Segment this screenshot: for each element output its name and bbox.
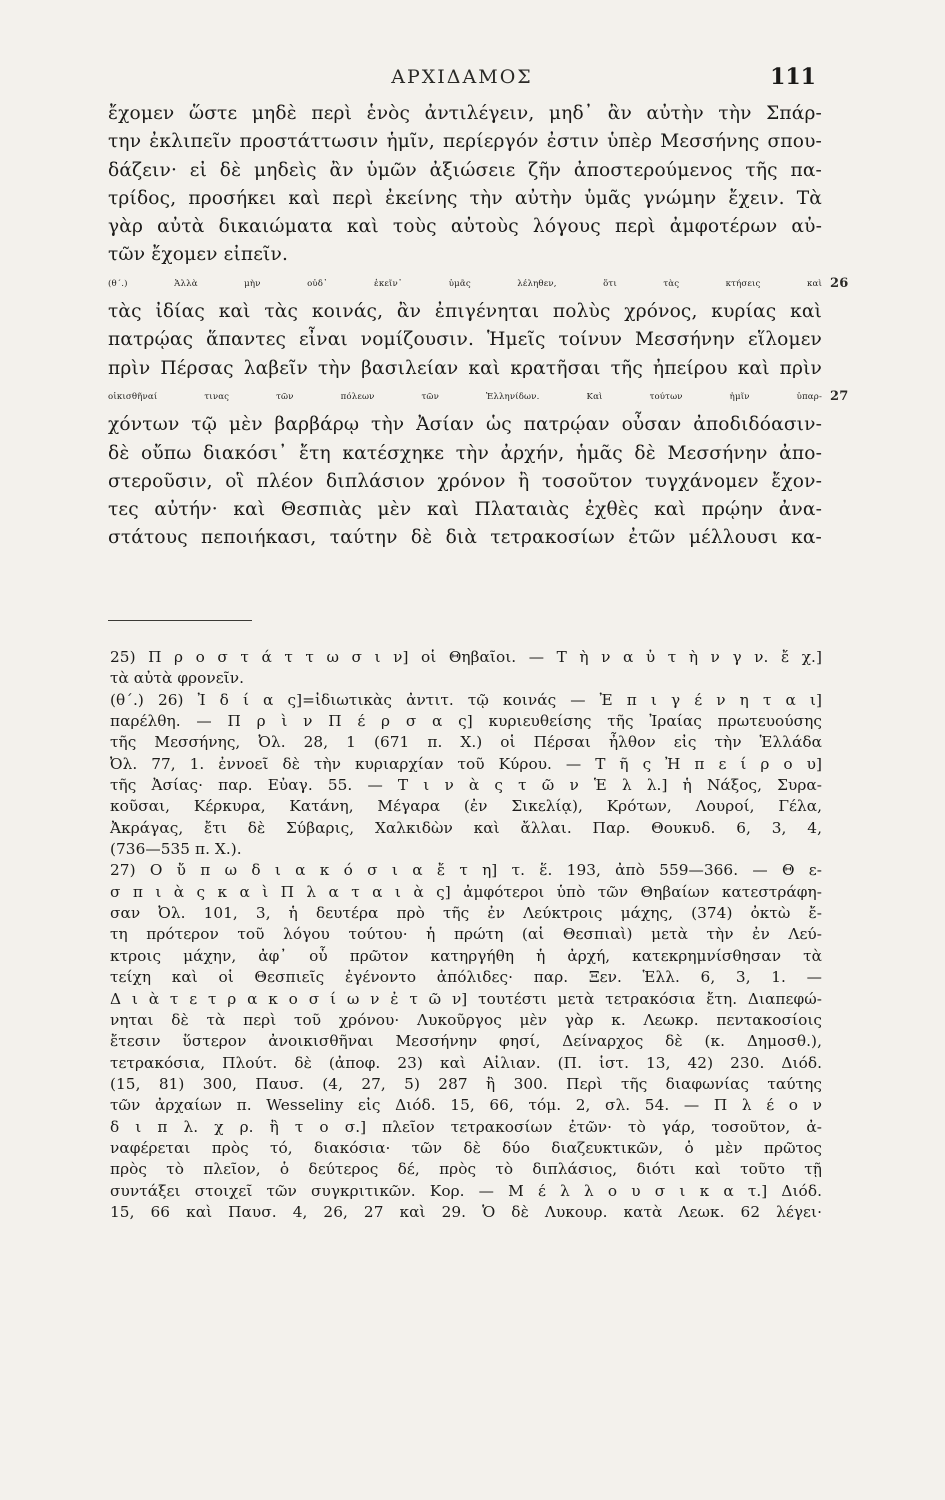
main-text-line: τρίδος, προσήκει καὶ περὶ ἐκείνης τὴν αὐτὴν ὑμᾶς γνώμην ἔχειν. Τὰ (108, 187, 822, 209)
footnote-line: τῶν ἀρχαίων π. Wesseliny εἰς Διόδ. 15, 66, τόμ. 2, σλ. 54. — Π λ έ ο ν (110, 1096, 822, 1115)
footnote-line: κτροις μάχην, ἀφ᾽ οὗ πρῶτον κατηργήθη ἡ ἀρχή, κατεκρημνίσθησαν τὰ (110, 946, 822, 965)
footnote-line: τῆς Μεσσήνης, Ὀλ. 28, 1 (671 π. Χ.) οἱ Πέρσαι ἦλθον εἰς τὴν Ἑλλάδα (110, 733, 822, 752)
footnote-line: (θ΄.) 26) Ἰ δ ί α ς]=ἰδιωτικὰς ἀντιτ. τῷ κοινάς — Ἐ π ι γ έ ν η τ α ι] (110, 690, 822, 709)
section-number: 26 (830, 275, 849, 291)
footnote-line: 15, 66 καὶ Παυσ. 4, 26, 27 καὶ 29. Ὁ δὲ Λυκουρ. κατὰ Λεωκ. 62 λέγει· (110, 1202, 822, 1221)
footnote-line: Ὀλ. 77, 1. ἐννοεῖ δὲ τὴν κυριαρχίαν τοῦ Κύρου. — Τ ῆ ς Ἠ π ε ί ρ ο υ] (110, 754, 822, 773)
footnote-line: τείχη καὶ οἱ Θεσπιεῖς ἐγένοντο ἀπόλιδες· παρ. Ξεν. Ἑλλ. 6, 3, 1. — (110, 968, 822, 987)
main-text-line: την ἐκλιπεῖν προστάττωσιν ἡμῖν, περίεργόν ἐστιν ὑπὲρ Μεσσήνης σπου- (108, 131, 822, 153)
footnote-line: 27) Ο ὔ π ω δ ι α κ ό σ ι α ἔ τ η] τ. ἕ. 193, ἀπὸ 559—366. — Θ ε- (110, 861, 822, 880)
main-text-line: στεροῦσιν, οἳ πλέον διπλάσιον χρόνον ἢ τοσοῦτον τυγχάνομεν ἔχον- (108, 470, 822, 492)
main-text-line: ἔχομεν ὥστε μηδὲ περὶ ἑνὸς ἀντιλέγειν, μηδ᾽ ἂν αὐτὴν τὴν Σπάρ- (108, 103, 822, 124)
footnote-line: ναφέρεται πρὸς τό, διακόσια· τῶν δὲ δύο διαζευκτικῶν, ὁ μὲν πρῶτος (110, 1138, 822, 1157)
running-title: ΑΡΧΙΔΑΜΟΣ (391, 66, 533, 88)
footnotes (110, 647, 822, 1223)
footnote-line: 25) Π ρ ο σ τ ά τ τ ω σ ι ν] οἱ Θηβαῖοι. — Τ ὴ ν α ὐ τ ὴ ν γ ν. ἔ χ.] (110, 648, 822, 666)
footnote-line: (736—535 π. Χ.). (110, 840, 242, 859)
main-text-line: τες αὐτήν· καὶ Θεσπιὰς μὲν καὶ Πλαταιὰς ἐχθὲς καὶ πρῴην ἀνα- (108, 499, 822, 521)
main-text-line: πατρῴας ἅπαντες εἶναι νομίζουσιν. Ἡμεῖς τοίνυν Μεσσήνην εἵλομεν (108, 329, 822, 351)
footnote-line: κοῦσαι, Κέρκυρα, Κατάνη, Μέγαρα (ἐν Σικελίᾳ), Κρότων, Λουροί, Γέλα, (110, 797, 822, 816)
main-text-line: τῶν ἔχομεν εἰπεῖν. (108, 244, 289, 266)
footnote-line: πρὸς τὸ πλεῖον, ὁ δεύτερος δέ, πρὸς τὸ διπλάσιος, διότι καὶ τοῦτο τῇ (110, 1160, 822, 1179)
running-head (108, 66, 816, 92)
main-text-line: χόντων τῷ μὲν βαρβάρῳ τὴν Ἀσίαν ὡς πατρῴαν οὖσαν ἀποδιδόασιν- (108, 414, 822, 436)
main-text-line: δὲ οὔπω διακόσι᾽ ἔτη κατέσχηκε τὴν ἀρχήν, ἡμᾶς δὲ Μεσσήνην ἀπο- (108, 442, 822, 464)
main-text-line: στάτους πεποιήκασι, ταύτην δὲ διὰ τετρακοσίων ἐτῶν μέλλουσι κα- (108, 527, 822, 549)
footnote-line: Ἀκράγας, ἔτι δὲ Σύβαρις, Χαλκιδὼν καὶ ἄλλαι. Παρ. Θουκυδ. 6, 3, 4, (110, 818, 822, 837)
main-text-line: γὰρ αὐτὰ δικαιώματα καὶ τοὺς αὐτοὺς λόγους περὶ ἀμφοτέρων αὐ- (108, 216, 822, 238)
footnote-line: τη πρότερον τοῦ λόγου τούτου· ἡ πρώτη (αἱ Θεσπιαὶ) μετὰ τὴν ἐν Λεύ- (110, 925, 822, 944)
footnote-line: παρέλθη. — Π ρ ὶ ν Π έ ρ σ α ς] κυριευθείσης τῆς Ἰραίας πρωτευούσης (110, 712, 822, 731)
footnote-line: σαν Ὀλ. 101, 3, ἡ δευτέρα πρὸ τῆς ἐν Λεύκτροις μάχης, (374) ὀκτὼ ἔ- (110, 904, 822, 923)
footnote-rule (108, 620, 252, 621)
footnote-line: ἔτεσιν ὕστερον ἀνοικισθῆναι Μεσσήνην φησί, Δείναρχος δὲ (κ. Δημοσθ.), (110, 1032, 822, 1051)
page-number: 111 (770, 64, 816, 90)
section-number: 27 (830, 388, 849, 404)
footnote-line: τετρακόσια, Πλούτ. δὲ (ἀποφ. 23) καὶ Αἰλιαν. (Π. ἱστ. 13, 42) 230. Διόδ. (110, 1053, 822, 1072)
footnote-line: δ ι π λ. χ ρ. ἢ τ ο σ.] πλεῖον τετρακοσίων ἐτῶν· τὸ γάρ, τοσοῦτον, ἀ- (110, 1117, 822, 1136)
main-text-line: τὰς ἰδίας καὶ τὰς κοινάς, ἂν ἐπιγένηται πολὺς χρόνος, κυρίας καὶ (108, 301, 822, 323)
footnote-line: συντάξει στοιχεῖ τῶν συγκριτικῶν. Κορ. — Μ έ λ λ ο υ σ ι κ α τ.] Διόδ. (110, 1181, 822, 1200)
footnote-line: τῆς Ἀσίας· παρ. Εὐαγ. 55. — Τ ι ν ὰ ς τ ῶ ν Ἑ λ λ.] ἡ Νάξος, Συρα- (110, 776, 822, 795)
footnote-line: Δ ι ὰ τ ε τ ρ α κ ο σ ί ω ν ἐ τ ῶ ν] τουτέστι μετὰ τετρακόσια ἔτη. Διαπεφώ- (110, 989, 822, 1008)
main-text-line: οἰκισθῆναί τινας τῶν πόλεων τῶν Ἑλληνίδων. Καὶ τούτων ἡμῖν ὑπαρ- 27 (108, 383, 822, 411)
main-text-line: (θ΄.) Ἀλλὰ μὴν οὐδ᾽ ἐκεῖν᾽ ὑμᾶς λέληθεν, ὅτι τὰς κτήσεις καὶ 26 (108, 270, 822, 298)
main-text-line: πρὶν Πέρσας λαβεῖν τὴν βασιλείαν καὶ κρατῆσαι τῆς ἠπείρου καὶ πρὶν (108, 357, 822, 379)
footnote-line: τὰ αὐτὰ φρονεῖν. (110, 669, 245, 688)
main-text-line: δάζειν· εἰ δὲ μηδεὶς ἂν ὑμῶν ἀξιώσειε ζῆν ἀποστερούμενος τῆς πα- (108, 159, 822, 181)
footnote-line: σ π ι ὰ ς κ α ὶ Π λ α τ α ι ὰ ς] ἀμφότεροι ὑπὸ τῶν Θηβαίων κατεστράφη- (110, 882, 822, 901)
footnote-line: (15, 81) 300, Παυσ. (4, 27, 5) 287 ἢ 300. Περὶ τῆς διαφωνίας ταύτης (110, 1074, 822, 1093)
main-text (108, 100, 849, 553)
footnote-line: νηται δὲ τὰ περὶ τοῦ χρόνου· Λυκοῦργος μὲν γὰρ κ. Λεωκρ. πεντακοσίοις (110, 1010, 822, 1029)
